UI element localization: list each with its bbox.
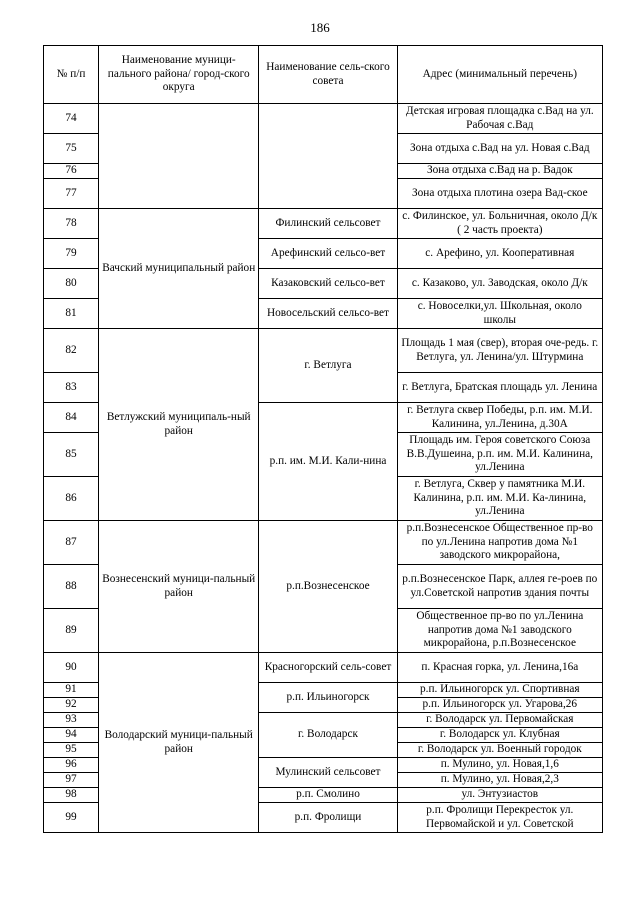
row-number: 74	[44, 104, 99, 134]
page-number: 186	[310, 20, 330, 35]
address-cell: р.п.Вознесенское Парк, аллея ге-роев по ул.Советской напротив здания почты	[397, 565, 602, 609]
row-number: 95	[44, 743, 99, 758]
row-number: 79	[44, 239, 99, 269]
header-council: Наименование сель-ского совета	[259, 46, 397, 104]
row-number: 82	[44, 329, 99, 373]
header-district: Наименование муници-пального района/ город-ского округа	[99, 46, 259, 104]
address-cell: Общественное пр-во по ул.Ленина напротив дома №1 заводского микрорайона, р.п.Вознесенское	[397, 609, 602, 653]
table-header-row	[44, 46, 603, 104]
row-number: 92	[44, 698, 99, 713]
row-number: 85	[44, 433, 99, 477]
address-cell: Площадь 1 мая (свер), вторая оче-редь. г. Ветлуга, ул. Ленина/ул. Штурмина	[397, 329, 602, 373]
council-cell: Красногорский сель-совет	[259, 653, 397, 683]
address-cell: Площадь им. Героя советского Союза В.В.Душеина, р.п. им. М.И. Калинина, ул.Ленина	[397, 433, 602, 477]
address-cell: п. Мулино, ул. Новая,1,6	[397, 758, 602, 773]
address-cell: р.п.Вознесенское Общественное пр-во по ул.Ленина напротив дома №1 заводского микрорайона,	[397, 521, 602, 565]
council-cell: р.п. Смолино	[259, 788, 397, 803]
row-number: 83	[44, 373, 99, 403]
row-number: 97	[44, 773, 99, 788]
council-cell: Арефинский сельсо-вет	[259, 239, 397, 269]
district-cell: Вознесенский муници-пальный район	[99, 521, 259, 653]
table-row	[44, 329, 603, 373]
address-cell: р.п. Ильиногорск ул. Угарова,26	[397, 698, 602, 713]
row-number: 78	[44, 209, 99, 239]
row-number: 88	[44, 565, 99, 609]
row-number: 84	[44, 403, 99, 433]
address-cell: Зона отдыха с.Вад на р. Вадок	[397, 164, 602, 179]
table-row	[44, 521, 603, 565]
address-cell: п. Красная горка, ул. Ленина,16а	[397, 653, 602, 683]
address-cell: р.п. Фролищи Перекресток ул. Первомайской и ул. Советской	[397, 803, 602, 833]
district-cell: Володарский муници-пальный район	[99, 653, 259, 833]
row-number: 81	[44, 299, 99, 329]
row-number: 77	[44, 179, 99, 209]
row-number: 76	[44, 164, 99, 179]
row-number: 93	[44, 713, 99, 728]
council-cell: Новосельский сельсо-вет	[259, 299, 397, 329]
address-cell: ул. Энтузиастов	[397, 788, 602, 803]
address-cell: Зона отдыха плотина озера Вад-ское	[397, 179, 602, 209]
row-number: 87	[44, 521, 99, 565]
row-number: 96	[44, 758, 99, 773]
address-cell: г. Володарск ул. Клубная	[397, 728, 602, 743]
row-number: 86	[44, 477, 99, 521]
addresses-table	[43, 45, 603, 833]
council-cell: Филинский сельсовет	[259, 209, 397, 239]
address-cell: г. Ветлуга, Братская площадь ул. Ленина	[397, 373, 602, 403]
table-row	[44, 104, 603, 134]
address-cell: с. Арефино, ул. Кооперативная	[397, 239, 602, 269]
council-cell: р.п. им. М.И. Кали-нина	[259, 403, 397, 521]
row-number: 90	[44, 653, 99, 683]
address-cell: с. Казаково, ул. Заводская, около Д/к	[397, 269, 602, 299]
table-row	[44, 653, 603, 683]
row-number: 89	[44, 609, 99, 653]
address-cell: Зона отдыха с.Вад на ул. Новая с.Вад	[397, 134, 602, 164]
council-cell: р.п. Ильиногорск	[259, 683, 397, 713]
council-cell: г. Ветлуга	[259, 329, 397, 403]
row-number: 91	[44, 683, 99, 698]
address-cell: с. Филинское, ул. Больничная, около Д/к ( 2 часть проекта)	[397, 209, 602, 239]
row-number: 80	[44, 269, 99, 299]
row-number: 98	[44, 788, 99, 803]
address-cell: с. Новоселки,ул. Школьная, около школы	[397, 299, 602, 329]
header-number: № п/п	[44, 46, 99, 104]
row-number: 75	[44, 134, 99, 164]
address-cell: г. Володарск ул. Первомайская	[397, 713, 602, 728]
council-cell: г. Володарск	[259, 713, 397, 758]
council-cell: Мулинский сельсовет	[259, 758, 397, 788]
council-cell: р.п.Вознесенское	[259, 521, 397, 653]
district-cell: Вачский муниципальный район	[99, 209, 259, 329]
council-cell	[259, 104, 397, 209]
header-address: Адрес (минимальный перечень)	[397, 46, 602, 104]
address-cell: п. Мулино, ул. Новая,2,3	[397, 773, 602, 788]
address-cell: г. Володарск ул. Военный городок	[397, 743, 602, 758]
address-cell: р.п. Ильиногорск ул. Спортивная	[397, 683, 602, 698]
district-cell	[99, 104, 259, 209]
row-number: 99	[44, 803, 99, 833]
address-cell: Детская игровая площадка с.Вад на ул. Рабочая с.Вад	[397, 104, 602, 134]
table-row	[44, 209, 603, 239]
council-cell: р.п. Фролищи	[259, 803, 397, 833]
address-cell: г. Ветлуга сквер Победы, р.п. им. М.И. Калинина, ул.Ленина, д.30А	[397, 403, 602, 433]
address-cell: г. Ветлуга, Сквер у памятника М.И. Калинина, р.п. им. М.И. Ка-линина, ул.Ленина	[397, 477, 602, 521]
council-cell: Казаковский сельсо-вет	[259, 269, 397, 299]
district-cell: Ветлужский муниципаль-ный район	[99, 329, 259, 521]
row-number: 94	[44, 728, 99, 743]
